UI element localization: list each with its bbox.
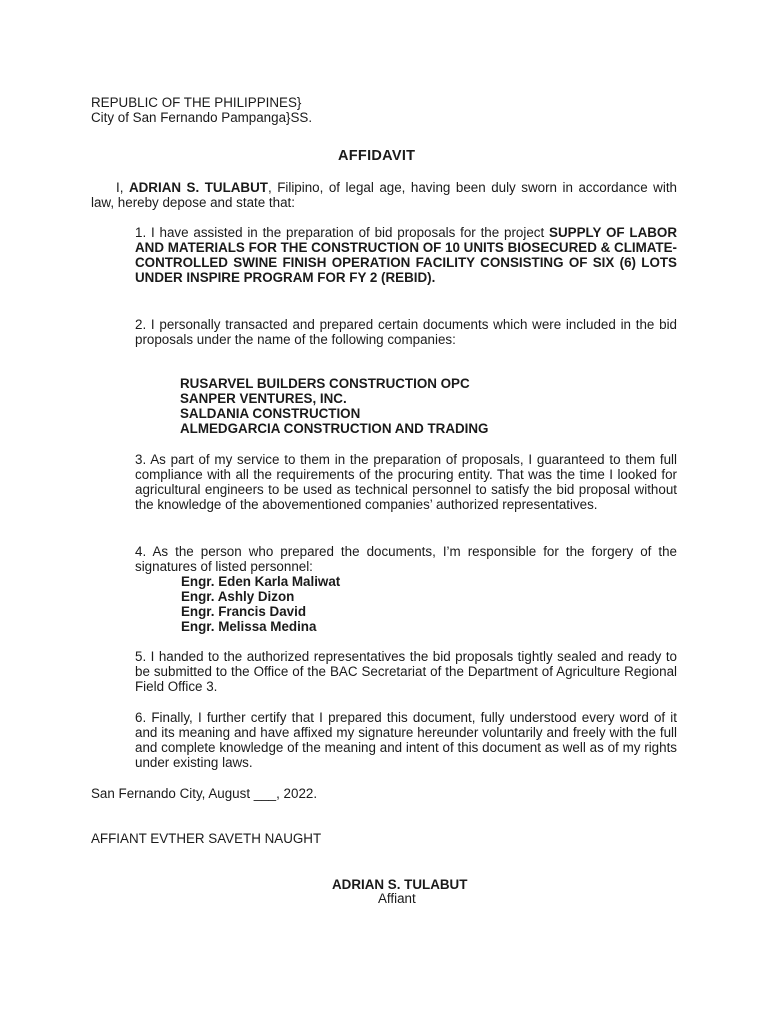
signatory-role: Affiant: [378, 891, 416, 906]
paragraph-1-text: 1. I have assisted in the preparation of bid proposals for the project: [135, 225, 550, 240]
paragraph-6: 6. Finally, I further certify that I prepared this document, fully understood every word of it and its meaning and have affixed my signature hereunder voluntarily and freely with the full and complete knowledge of the meaning and intent of this document as well as of my rights under existing laws.: [135, 710, 677, 770]
personnel-item: Engr. Eden Karla Maliwat: [181, 574, 341, 589]
project-name: SUPPLY OF LABOR AND MATERIALS FOR THE CONSTRUCTION OF 10 UNITS BIOSECURED & CLIMATE-CONTROLLED SWINE FINISH OPERATION FACILITY CONSISTING OF SIX (6) LOTS UNDER INSPIRE PROGRAM FOR FY 2 (REBID).: [135, 225, 677, 285]
signatory-name: ADRIAN S. TULABUT: [332, 877, 468, 892]
paragraph-4: 4. As the person who prepared the documents, I’m responsible for the forgery of the signatures of listed personnel:: [135, 544, 677, 574]
paragraph-1: [135, 225, 677, 285]
closing-statement: AFFIANT EVTHER SAVETH NAUGHT: [91, 831, 322, 846]
intro-paragraph: [91, 180, 677, 210]
paragraph-2: 2. I personally transacted and prepared certain documents which were included in the bid proposals under the name of the following companies:: [135, 317, 677, 347]
company-item: RUSARVEL BUILDERS CONSTRUCTION OPC: [180, 376, 470, 391]
company-list: [180, 376, 488, 436]
header-city: City of San Fernando Pampanga}SS.: [91, 110, 313, 125]
document-title: AFFIDAVIT: [338, 148, 416, 164]
personnel-item: Engr. Melissa Medina: [181, 619, 317, 634]
intro-prefix: I,: [116, 180, 129, 195]
personnel-list: [181, 574, 340, 634]
personnel-item: Engr. Ashly Dizon: [181, 589, 295, 604]
paragraph-5: 5. I handed to the authorized representatives the bid proposals tightly sealed and ready to be submitted to the Office of the BAC Secretariat of the Department of Agriculture Regional Field Office 3.: [135, 649, 677, 694]
company-item: ALMEDGARCIA CONSTRUCTION AND TRADING: [180, 421, 489, 436]
company-item: SALDANIA CONSTRUCTION: [180, 406, 361, 421]
header-republic: REPUBLIC OF THE PHILIPPINES}: [91, 95, 302, 110]
intro-rest: , Filipino, of legal age, having been duly sworn in accordance with law, hereby depose and state that:: [91, 180, 677, 210]
company-item: SANPER VENTURES, INC.: [180, 391, 347, 406]
personnel-item: Engr. Francis David: [181, 604, 307, 619]
paragraph-3: 3. As part of my service to them in the preparation of proposals, I guaranteed to them full compliance with all the requirements of the procuring entity. That was the time I looked for agricultural engineers to be used as technical personnel to satisfy the bid proposal without the knowledge of the abovementioned companies’ authorized representatives.: [135, 452, 677, 512]
place-date: San Fernando City, August ___, 2022.: [91, 786, 318, 801]
affiant-name: ADRIAN S. TULABUT: [128, 180, 268, 195]
